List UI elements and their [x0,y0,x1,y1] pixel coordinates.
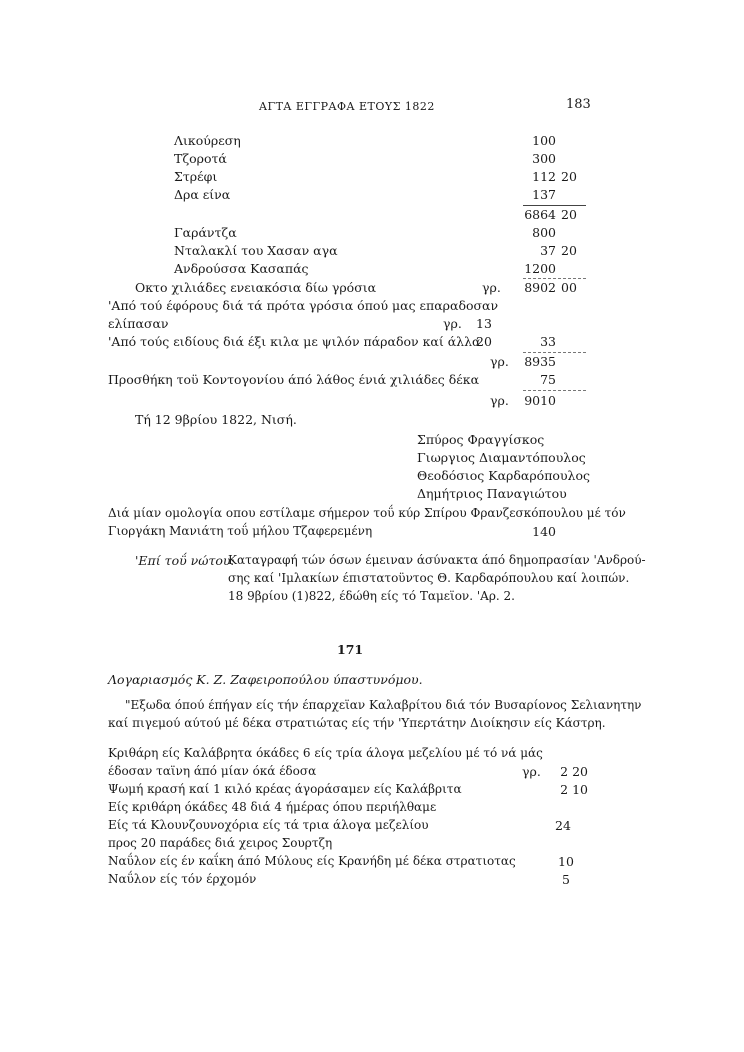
note-line: Διά μίαν ομολογία οπου εστίλαμε σήμερον τοΰ κύρ Σπίρου Φρανζεσκόπουλου μέ τόν [108,506,626,520]
expense-line: Ναΰλον είς τόν έρχομόν [108,872,257,886]
deduction-line: 'Από τούς ειδίους διά έξι κιλα με ψιλόν πάραδον καί άλλα [108,334,481,349]
account-item-frac: 20 [561,169,577,184]
account-item-amount: 800 [532,225,556,240]
expense-amount: 10 [558,854,574,869]
expense-line: Είς κριθάρη όκάδες 48 διά 4 ήμέρας όπου περιήλθαμε [108,800,437,814]
expense-gr: γρ. [522,764,541,779]
account-item-label: Νταλακλί του Χασαν αγα [174,243,338,258]
document-title: Λογαριασμός Κ. Ζ. Ζαφειροπούλου ύπαστυνόμου. [108,672,423,687]
total-gr: γρ. [482,280,501,295]
expense-amount: 2 10 [560,782,588,797]
account-item-amount: 1200 [524,261,556,276]
account-item-frac: 20 [561,243,577,258]
sum-rule [523,278,586,279]
addition-amount: 75 [540,372,556,387]
sum-rule [523,390,586,391]
deduction-sum: 33 [540,334,556,349]
total-amount: 8902 [524,280,556,295]
account-item-label: Γαράντζα [174,225,237,240]
intro-line: καί πιγεμού αύτού μέ δέκα στρατιώτας είς τήν 'Υπερτάτην Διοίκησιν είς Κάστρη. [108,716,606,730]
signatory: Γιωργιος Διαμαντόπουλος [417,450,586,465]
running-title: ΑΓΤΑ ΕΓΓΡΑΦΑ ΕΤΟΥΣ 1822 [259,100,435,113]
account-item-label: Στρέφι [174,169,218,184]
deduction-line: 'Από τού έφόρους διά τά πρότα γρόσια όπού μας επαραδοσαν [108,298,499,313]
account-item-amount: 100 [532,133,556,148]
account-item-label: Λικούρεση [174,133,241,148]
subtotal-frac: 20 [561,207,577,222]
account-item-amount: 37 [540,243,556,258]
account-item-label: Ανδρούσσα Κασαπάς [174,261,309,276]
intro-line: "Εξωδα όπού έπήγαν είς τήν έπαρχεϊαν Καλαβρίτου διά τόν Βυσαρίονος Σελιανητην [125,698,642,712]
signatory: Δημήτριος Παναγιώτου [417,486,567,501]
expense-line: Είς τά Κλουνζουνοχόρια είς τά τρια άλογα μεζελίου [108,818,429,832]
expense-line: προς 20 παράδες διά χειρος Σουρτζη [108,836,333,850]
verso-line: Καταγραφή τών όσων έμειναν άσύνακτα άπό δημοπρασίαν 'Ανδρού- [228,553,646,567]
expense-line: έδοσαν ταϊνη άπό μίαν όκά έδοσα [108,764,317,778]
total-frac: 00 [561,280,577,295]
expense-line: Κριθάρη είς Καλάβρητα όκάδες 6 είς τρία άλογα μεζελίου μέ τό νά μάς [108,746,543,760]
deduction-amount: 13 [476,316,492,331]
verso-line: σης καί 'Ιμλακίων έπιστατοϋντος Θ. Καρδαρόπουλου καί λοιπών. [228,571,630,585]
signatory: Θεοδόσιος Καρδαρόπουλος [417,468,590,483]
account-item-amount: 112 [532,169,556,184]
account-item-amount: 137 [532,187,556,202]
final-amount: 9010 [524,393,556,408]
net-amount: 8935 [524,354,556,369]
signatory: Σπύρος Φραγγίσκος [417,432,545,447]
net-gr: γρ. [490,354,509,369]
sum-rule [523,352,586,353]
account-item-label: Τζοροτά [174,151,227,166]
expense-amount: 2 20 [560,764,588,779]
expense-amount: 5 [562,872,570,887]
dateline: Τή 12 9βρίου 1822, Νισή. [135,412,297,427]
deduction-line: ελίπασαν [108,316,169,331]
note-amount: 140 [532,524,556,539]
document-number: 171 [337,642,364,657]
expense-amount: 24 [555,818,571,833]
deduction-amount: 20 [476,334,492,349]
note-line: Γιοργάκη Μανιάτη τοΰ μήλου Τζαφερεμένη [108,524,373,538]
account-item-label: Δρα είνα [174,187,231,202]
account-item-amount: 300 [532,151,556,166]
addition-text: Προσθήκη τοϋ Κοντογονίου άπό λάθος ένιά χιλιάδες δέκα [108,372,480,387]
verso-label: 'Επί τοΰ νώτου: [135,553,235,568]
page-number: 183 [566,97,591,112]
expense-line: Ψωμή κρασή καί 1 κιλό κρέας άγοράσαμεν είς Καλάβριτα [108,782,462,796]
expense-line: Ναΰλον είς έν καΐκη άπό Μύλους είς Κρανήδη μέ δέκα στρατιοτας [108,854,516,868]
verso-line: 18 9βρίου (1)822, έδώθη είς τό Ταμεϊον. 'Αρ. 2. [228,589,515,603]
subtotal-amount: 6864 [524,207,556,222]
deduction-gr: γρ. [443,316,462,331]
total-text: Οκτο χιλιάδες ενειακόσια δίω γρόσια [135,280,377,295]
sum-rule [523,205,586,206]
final-gr: γρ. [490,393,509,408]
